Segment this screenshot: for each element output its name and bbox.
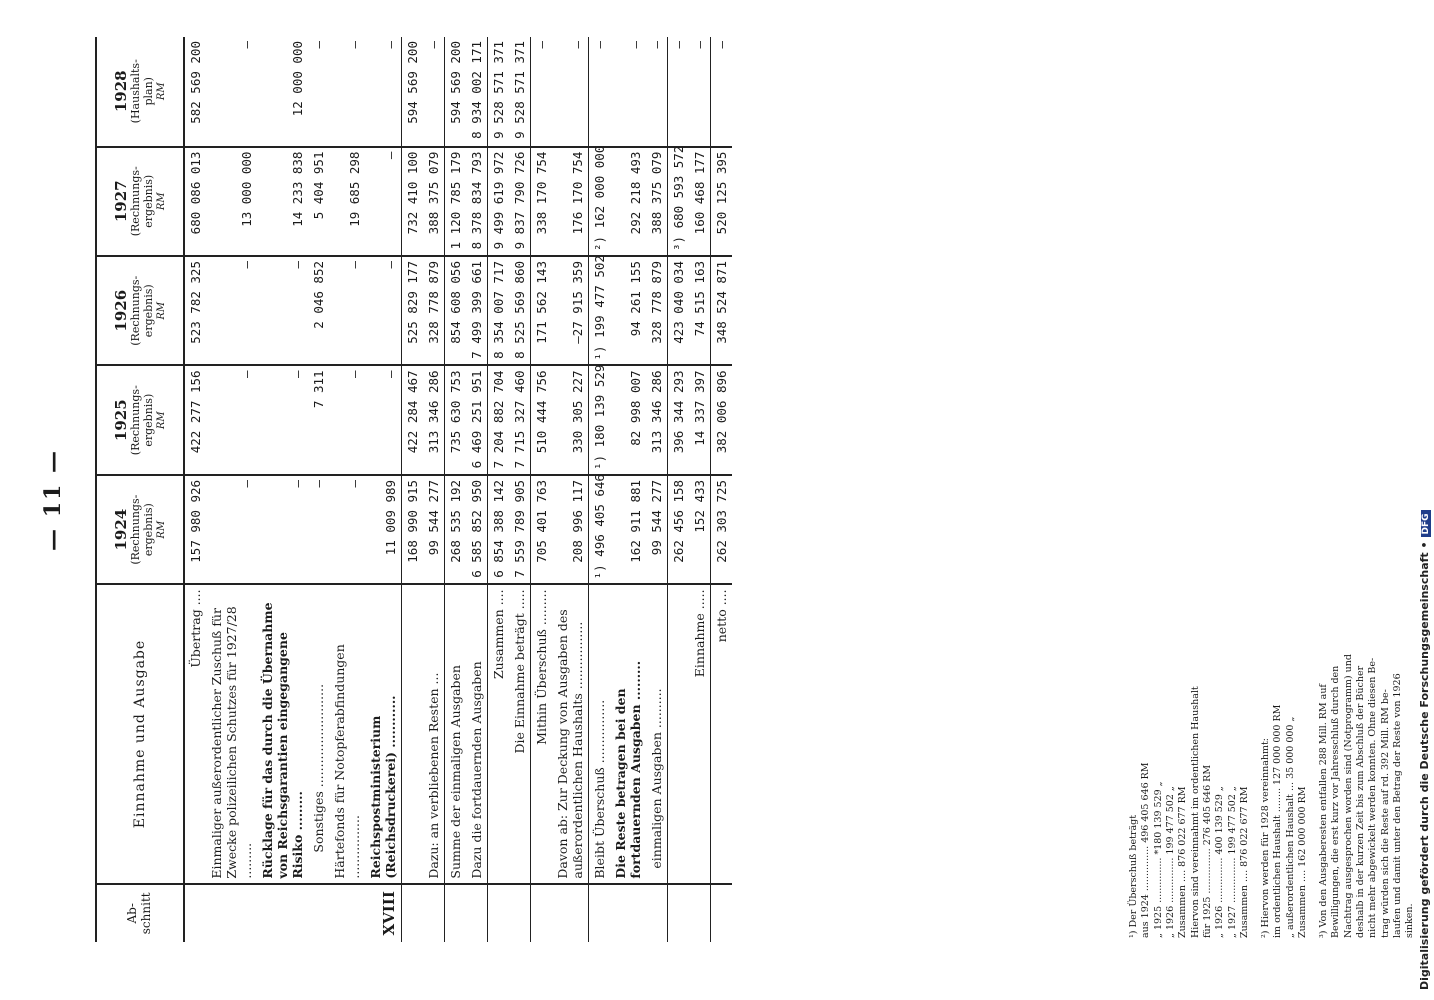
footnote-line: ²) Hiervon werden für 1928 vereinnahmt: (1260, 737, 1271, 938)
section-number (423, 884, 445, 942)
cell-1925: 735 630 753 (445, 365, 467, 474)
footnote-line: Nachtrag ausgesprochen worden sind (Notprogramm) und (1342, 654, 1354, 938)
cell-1926: 523 782 325 (184, 256, 206, 365)
cell-1927: — (365, 147, 402, 256)
table-row (445, 37, 467, 942)
cell-1926: 7 499 399 661 (466, 256, 488, 365)
year-label: 1925 (111, 399, 130, 442)
cell-1928: — (649, 41, 664, 49)
footnote-line: nicht mehr abgewickelt werden konnten. Ohne diesen Be- (1367, 657, 1379, 938)
cell-1928: — (531, 37, 553, 147)
cell-1927: 19 685 298 (329, 147, 365, 256)
cell-1924: 99 544 277 (423, 475, 445, 584)
footnote-line: sinken. (1404, 903, 1416, 938)
section-number (552, 884, 589, 942)
table-body (184, 37, 732, 942)
credit-text: Digitalisierung gefördert durch die Deutsche Forschungsgemeinschaft • (1418, 541, 1431, 990)
table-row (711, 37, 733, 942)
unit-label: RM (155, 411, 167, 430)
row-description: Summe der einmaligen Ausgaben (445, 584, 467, 883)
page-number: — 11 — (40, 449, 66, 551)
footnote-line: „ 1927 ............... 199 477 502 „ (1226, 786, 1238, 938)
footnote-line: aus 1924 ............... 496 405 646 RM (1140, 762, 1152, 938)
cell-1927: 9 837 790 726 (509, 147, 531, 256)
footnote-2 (1260, 705, 1309, 938)
cell-1925: — (365, 365, 402, 474)
header-year-1927 (96, 147, 184, 256)
cell-1924: 99 544 277 (646, 475, 668, 584)
cell-1925: 7 715 327 460 (509, 365, 531, 474)
table-row (689, 37, 711, 942)
section-number (488, 884, 510, 942)
table-row (466, 37, 488, 942)
header-ab: Ab- schnitt (96, 884, 184, 942)
header-year-1928 (96, 37, 184, 147)
unit-label: RM (155, 520, 167, 539)
cell-1924: 6 585 852 950 (466, 475, 488, 584)
cell-1925: 313 346 286 (646, 365, 668, 474)
cell-1924: — (206, 475, 257, 584)
cell-1925: — (329, 365, 365, 474)
section-number (668, 884, 690, 942)
cell-1927: 680 086 013 (184, 147, 206, 256)
cell-1926: — (206, 256, 257, 365)
cell-1924: — (257, 475, 308, 584)
cell-1927: 1 120 785 179 (445, 147, 467, 256)
row-description: einmaligen Ausgaben .......... (646, 584, 668, 883)
year-label: 1926 (111, 289, 130, 332)
footnote-line: ¹) Der Überschuß beträgt (1128, 814, 1139, 938)
cell-1925: 422 284 467 (402, 365, 424, 474)
cell-1928: 594 569 200 (445, 37, 467, 147)
cell-1924: 11 009 989 (365, 475, 402, 584)
finance-table (95, 37, 732, 942)
cell-1928: 12 000 000 (290, 41, 305, 117)
cell-1925: 14 337 397 (689, 365, 711, 474)
cell-1926: 94 261 155 (610, 256, 646, 365)
unit-label: RM (155, 192, 167, 211)
section-number: XVIII (365, 884, 402, 942)
cell-1927: 338 170 754 (531, 147, 553, 256)
cell-1924: 262 303 725 (711, 475, 733, 584)
row-description: Härtefonds für Notopferabfindungen ................ (329, 584, 365, 883)
cell-1926: 423 040 034 (668, 256, 690, 365)
cell-1927: 388 375 079 (423, 147, 445, 256)
footnote-line: „ 1926 ............... 199 477 502 „ (1165, 786, 1177, 938)
cell-1924: 168 990 915 (402, 475, 424, 584)
year-sub: (Rechnungs- ergebnis) (129, 494, 155, 565)
cell-1928: — (426, 41, 441, 49)
cell-1928: — (589, 37, 611, 147)
cell-1924: — (308, 475, 329, 584)
section-number (589, 884, 611, 942)
section-number (610, 884, 646, 942)
row-description: Dazu die fortdauernden Ausgaben (466, 584, 488, 883)
cell-1927: ³) 680 593 572 (668, 147, 690, 256)
cell-1924: — (329, 475, 365, 584)
table-row (329, 37, 365, 942)
cell-1925: 330 305 227 (552, 365, 589, 474)
cell-1926: —27 915 359 (552, 256, 589, 365)
cell-1926: 74 515 163 (689, 256, 711, 365)
cell-1928: 594 569 200 (402, 37, 424, 147)
row-description: Zusammen .... (488, 584, 510, 883)
section-number (531, 884, 553, 942)
cell-1928: — (239, 41, 254, 49)
cell-1924: 162 911 881 (610, 475, 646, 584)
cell-1927: 13 000 000 (206, 147, 257, 256)
cell-1926: 171 562 143 (531, 256, 553, 365)
row-description: Die Einnahme beträgt ..... (509, 584, 531, 883)
cell-1927: 732 410 100 (402, 147, 424, 256)
cell-1926: ¹) 199 477 502 (589, 256, 611, 365)
cell-1924: ¹) 496 405 646 (589, 475, 611, 584)
table-row (206, 37, 257, 942)
table-row (668, 37, 690, 942)
digitization-credit (1418, 510, 1431, 990)
footnote-line: laufen und damit unter den Betrag der Reste von 1926 (1392, 673, 1404, 938)
cell-1928: — (347, 41, 362, 49)
footnote-line: im ordentlichen Haushalt ........ 127 000 000 RM (1272, 704, 1284, 938)
cell-1925: 422 277 156 (184, 365, 206, 474)
footnote-line: „ 1926 ............... 400 139 529 „ (1214, 786, 1226, 938)
footnote-line: deshalb in der kurzen Zeit bis zum Abschluß der Bücher (1355, 665, 1367, 938)
cell-1926: — (257, 256, 308, 365)
cell-1925: — (257, 365, 308, 474)
footnote-line: Zusammen .... 162 000 000 RM (1297, 786, 1309, 938)
header-year-1925 (96, 365, 184, 474)
unit-label: RM (155, 301, 167, 320)
cell-1924: 157 980 926 (184, 475, 206, 584)
cell-1926: 525 829 177 (402, 256, 424, 365)
table-row (531, 37, 553, 942)
cell-1927: 388 375 079 (646, 147, 668, 256)
cell-1928: — (692, 41, 707, 49)
cell-1926: 348 524 871 (711, 256, 733, 365)
table-row (184, 37, 206, 942)
cell-1926: 2 046 852 (308, 256, 329, 365)
cell-1925: 7 204 882 704 (488, 365, 510, 474)
table-row (509, 37, 531, 942)
cell-1927: ²) 162 000 000 (589, 147, 611, 256)
unit-label: RM (155, 82, 167, 101)
cell-1925: 313 346 286 (423, 365, 445, 474)
cell-1928: 9 528 571 371 (488, 37, 510, 147)
row-description: Sonstiges .......................... (308, 584, 329, 883)
table-row (402, 37, 424, 942)
table-row (488, 37, 510, 942)
cell-1926: 8 525 569 860 (509, 256, 531, 365)
header-year-1926 (96, 256, 184, 365)
cell-1924: 208 996 117 (552, 475, 589, 584)
cell-1927: 9 499 619 972 (488, 147, 510, 256)
footnote-3 (1318, 654, 1417, 938)
cell-1928: 9 528 571 371 (512, 41, 527, 139)
table-row (646, 37, 668, 942)
table-row (589, 37, 611, 942)
row-description: Rücklage für das durch die Übernahme von Reichsgarantien eingegangene Risiko ......... (257, 584, 308, 883)
year-sub: (Rechnungs- ergebnis) (129, 385, 155, 456)
footnote-line: trag würden sich die Reste auf rd. 392 Mill. RM be- (1379, 689, 1391, 938)
year-sub: (Rechnungs- ergebnis) (129, 166, 155, 237)
cell-1928: — (668, 37, 690, 147)
cell-1924: 6 854 388 142 (488, 475, 510, 584)
year-label: 1927 (111, 180, 130, 223)
section-number (466, 884, 488, 942)
dfg-logo: DFG (1421, 510, 1431, 537)
footnote-line: Hiervon sind vereinnahmt im ordentlichen Haushalt (1189, 686, 1201, 938)
section-number (689, 884, 711, 942)
row-description: Die Reste betragen bei den fortdauernden Ausgaben ......... (610, 584, 646, 883)
row-description: Mithin Überschuß ......... (531, 584, 553, 883)
section-number (402, 884, 424, 942)
table-row (552, 37, 589, 942)
footnote-line: ³) Von den Ausgaberesten entfallen 288 Mill. RM auf (1318, 684, 1329, 938)
year-label: 1924 (111, 508, 130, 551)
section-number (308, 884, 329, 942)
cell-1924: 7 559 789 905 (509, 475, 531, 584)
row-description: Einmaliger außerordentlicher Zuschuß für Zwecke polizeilichen Schutzes für 1927/28 ......... (206, 584, 257, 883)
table-row (610, 37, 646, 942)
cell-1925: 6 469 251 951 (466, 365, 488, 474)
cell-1927: 14 233 838 (257, 147, 308, 256)
footnote-line: Zusammen .... 876 022 677 RM (1177, 786, 1189, 938)
header-desc: Einnahme und Ausgabe (96, 584, 184, 883)
cell-1925: ¹) 180 139 529 (589, 365, 611, 474)
cell-1928: — (711, 37, 733, 147)
section-number (445, 884, 467, 942)
year-sub: (Haushalts- plan) (129, 59, 155, 124)
footnote-1 (1128, 686, 1251, 938)
row-description (668, 584, 690, 883)
cell-1927: 160 468 177 (689, 147, 711, 256)
row-description: netto .... (711, 584, 733, 883)
footnote-line: „ 1925 ............... *180 139 529 „ (1152, 781, 1164, 938)
row-description: Übertrag .... (184, 584, 206, 883)
cell-1924: 262 456 158 (668, 475, 690, 584)
table-header (96, 37, 184, 942)
cell-1928: 582 569 200 (188, 41, 203, 124)
cell-1925: — (206, 365, 257, 474)
cell-1926: — (365, 256, 402, 365)
footnote-line: Bewilligungen, die erst kurz vor Jahresschluß durch den (1330, 665, 1342, 938)
cell-1927: 176 170 754 (552, 147, 589, 256)
cell-1928: — (628, 41, 643, 49)
footnote-line: „ außerordentlichen Haushalt ... 35 000 000 „ (1284, 716, 1296, 938)
cell-1928: — (311, 41, 326, 49)
cell-1924: 705 401 763 (531, 475, 553, 584)
cell-1927: 8 378 834 793 (466, 147, 488, 256)
section-number (257, 884, 308, 942)
cell-1925: 382 006 896 (711, 365, 733, 474)
table-row (423, 37, 445, 942)
year-label: 1928 (111, 70, 130, 113)
row-description: Davon ab: Zur Deckung von Ausgaben des außerordentlichen Haushalts ................. (552, 584, 589, 883)
cell-1926: 854 608 056 (445, 256, 467, 365)
table-row (365, 37, 402, 942)
cell-1927: 520 125 395 (711, 147, 733, 256)
cell-1926: 8 354 007 717 (488, 256, 510, 365)
footnote-line: Zusammen .... 876 022 677 RM (1239, 786, 1251, 938)
header-year-1924 (96, 475, 184, 584)
section-number (329, 884, 365, 942)
cell-1927: 5 404 951 (308, 147, 329, 256)
year-sub: (Rechnungs- ergebnis) (129, 275, 155, 346)
cell-1925: 396 344 293 (668, 365, 690, 474)
footnote-line: für 1925 ............... 276 405 646 RM (1202, 764, 1214, 938)
section-number (184, 884, 206, 942)
row-description: Einnahme ..... (689, 584, 711, 883)
cell-1924: 152 433 (689, 475, 711, 584)
row-description (402, 584, 424, 883)
table-row (308, 37, 329, 942)
section-number (646, 884, 668, 942)
section-number (711, 884, 733, 942)
cell-1928: 8 934 002 171 (469, 41, 484, 139)
cell-1926: — (329, 256, 365, 365)
cell-1928: — (383, 41, 398, 49)
cell-1925: 510 444 756 (531, 365, 553, 474)
cell-1928: — (570, 41, 585, 49)
cell-1925: 7 311 (308, 365, 329, 474)
row-description: Reichspostministerium (Reichsdruckerei) ............ (365, 584, 402, 883)
row-description: Dazu: an verbliebenen Resten ... (423, 584, 445, 883)
row-description: Bleibt Überschuß ................ (589, 584, 611, 883)
cell-1924: 268 535 192 (445, 475, 467, 584)
table-row (257, 37, 308, 942)
cell-1925: 82 998 007 (610, 365, 646, 474)
cell-1927: 292 218 493 (610, 147, 646, 256)
cell-1926: 328 778 879 (423, 256, 445, 365)
section-number (206, 884, 257, 942)
cell-1926: 328 778 879 (646, 256, 668, 365)
section-number (509, 884, 531, 942)
